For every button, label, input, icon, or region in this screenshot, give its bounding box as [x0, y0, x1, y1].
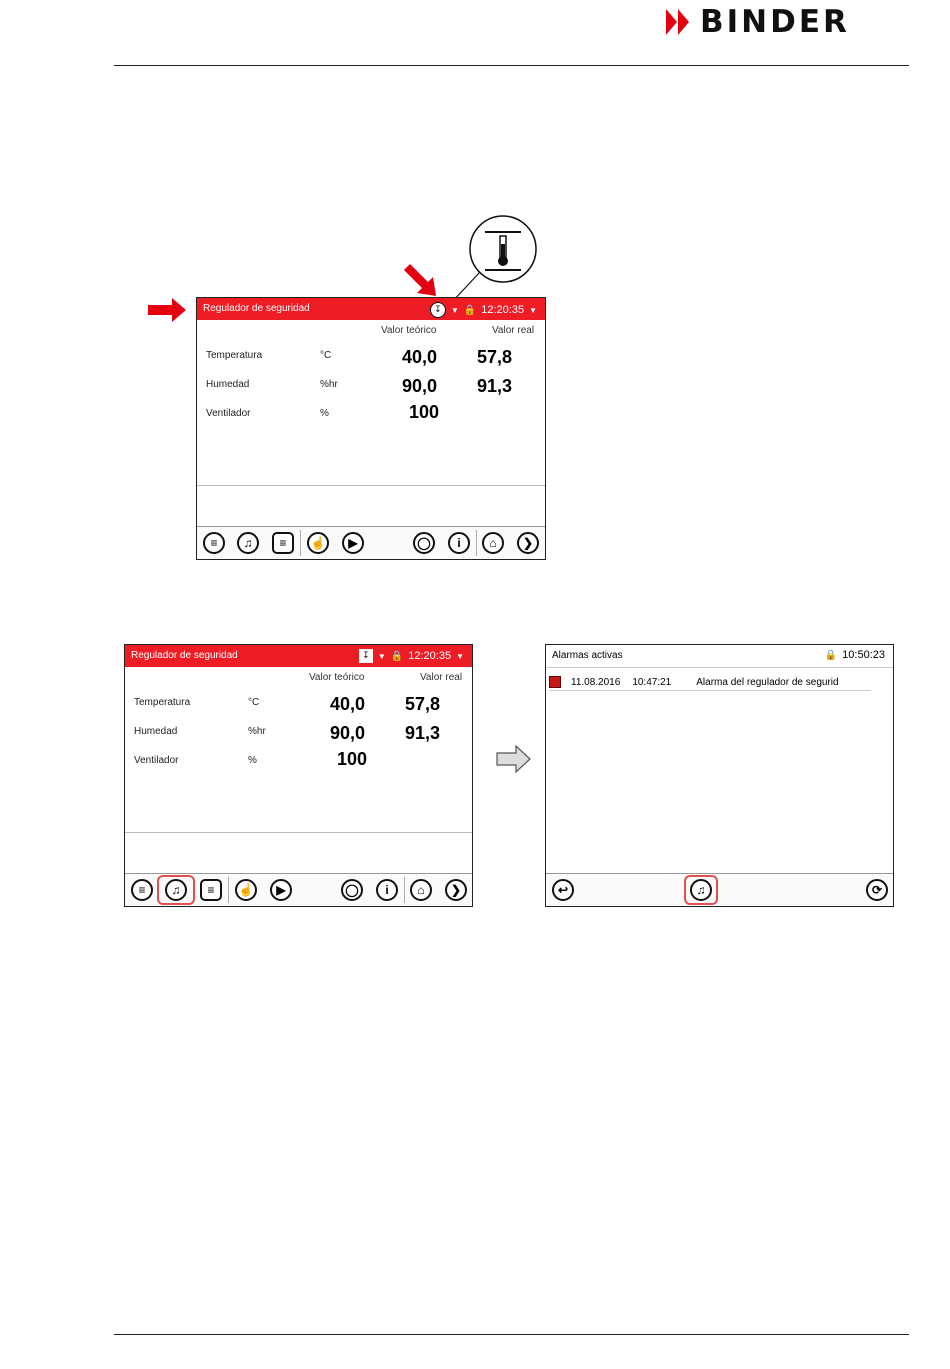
menu-icon[interactable]: ≡ — [131, 879, 153, 901]
thermometer-icon[interactable]: ↧ — [359, 649, 373, 663]
toolbar-separator — [228, 877, 229, 903]
alarm-bell-icon[interactable]: ♫ — [237, 532, 259, 554]
lamp-icon[interactable]: ◯ — [413, 532, 435, 554]
row-setpoint[interactable]: 40,0 — [330, 694, 366, 714]
row-unit: %hr — [320, 379, 338, 390]
arrow-icon-pointer — [402, 262, 438, 298]
row-unit: % — [320, 408, 329, 419]
dropdown-icon[interactable]: ▼ — [450, 305, 459, 315]
screen-title: Regulador de seguridad — [203, 303, 310, 314]
log-icon[interactable]: ≡ — [272, 532, 294, 554]
screen-title: Regulador de seguridad — [131, 650, 238, 661]
row-unit: °C — [320, 350, 332, 361]
screen-time: 10:50:23 — [842, 649, 885, 661]
col-actual: Valor real — [420, 672, 463, 683]
play-icon[interactable]: ▶ — [270, 879, 292, 901]
row-label: Humedad — [206, 379, 250, 390]
dropdown-icon[interactable]: ▼ — [377, 651, 386, 661]
row-actual: 57,8 — [477, 347, 513, 367]
back-icon[interactable]: ↩ — [552, 879, 574, 901]
toolbar-separator — [476, 530, 477, 556]
dropdown-icon[interactable]: ▼ — [529, 305, 537, 315]
manual-mode-icon[interactable]: ☝ — [307, 532, 329, 554]
dropdown-icon[interactable]: ▼ — [456, 651, 464, 661]
toolbar — [197, 526, 545, 559]
transition-arrow-icon — [496, 744, 532, 774]
row-label: Ventilador — [206, 408, 251, 419]
menu-icon[interactable]: ≡ — [203, 532, 225, 554]
toolbar-separator — [404, 877, 405, 903]
screen-header — [197, 298, 545, 320]
manual-mode-icon[interactable]: ☝ — [235, 879, 257, 901]
row-unit: %hr — [248, 726, 266, 737]
screen-time: 12:20:35 — [481, 304, 525, 316]
divider — [125, 832, 472, 833]
next-icon[interactable]: ❯ — [445, 879, 467, 901]
toolbar — [546, 873, 893, 906]
alarm-bell-icon[interactable]: ♫ — [690, 879, 712, 901]
row-setpoint[interactable]: 90,0 — [330, 723, 366, 743]
log-icon[interactable]: ≡ — [200, 879, 222, 901]
binder-logo-mark — [664, 7, 694, 37]
arrow-title-pointer — [148, 298, 188, 322]
col-actual: Valor real — [492, 325, 535, 336]
footer-rule — [114, 1334, 909, 1335]
thermometer-icon[interactable]: ↧ — [430, 302, 446, 318]
col-setpoint: Valor teórico — [381, 325, 437, 336]
row-setpoint[interactable]: 100 — [337, 749, 368, 769]
row-label: Temperatura — [134, 697, 191, 708]
lock-icon: 🔒 — [824, 649, 838, 661]
row-label: Ventilador — [134, 755, 179, 766]
binder-logo — [664, 6, 850, 38]
row-setpoint[interactable]: 40,0 — [402, 347, 438, 367]
screen-time: 12:20:35 — [408, 650, 452, 662]
row-setpoint[interactable]: 90,0 — [402, 376, 438, 396]
row-unit: % — [248, 755, 257, 766]
lock-icon: 🔒 — [463, 304, 477, 316]
row-label: Temperatura — [206, 350, 263, 361]
row-setpoint[interactable]: 100 — [409, 402, 440, 422]
alarm-message: Alarma del regulador de segurid — [696, 676, 839, 688]
toolbar-separator — [300, 530, 301, 556]
header-rule — [114, 65, 909, 66]
screen-title: Alarmas activas — [552, 650, 623, 661]
screen-header — [125, 645, 472, 667]
controller-screen-main — [196, 297, 546, 560]
col-setpoint: Valor teórico — [309, 672, 365, 683]
row-actual: 91,3 — [477, 376, 513, 396]
row-actual: 57,8 — [405, 694, 441, 714]
info-icon[interactable]: i — [448, 532, 470, 554]
screen-header — [546, 645, 893, 668]
alarm-status-icon — [549, 676, 561, 688]
home-icon[interactable]: ⌂ — [410, 879, 432, 901]
row-label: Humedad — [134, 726, 178, 737]
alarm-date: 11.08.2016 — [571, 676, 621, 688]
row-unit: °C — [248, 697, 260, 708]
controller-screen-main-2 — [124, 644, 473, 907]
alarms-screen — [545, 644, 894, 907]
divider — [197, 485, 545, 486]
alarm-bell-icon[interactable]: ♫ — [165, 879, 187, 901]
lamp-icon[interactable]: ◯ — [341, 879, 363, 901]
home-icon[interactable]: ⌂ — [482, 532, 504, 554]
row-actual: 91,3 — [405, 723, 441, 743]
play-icon[interactable]: ▶ — [342, 532, 364, 554]
next-icon[interactable]: ❯ — [517, 532, 539, 554]
reset-icon[interactable]: ⟳ — [866, 879, 888, 901]
info-icon[interactable]: i — [376, 879, 398, 901]
lock-icon: 🔒 — [390, 650, 404, 662]
alarm-time: 10:47:21 — [632, 676, 672, 688]
toolbar — [125, 873, 472, 906]
alarm-entry[interactable] — [549, 674, 871, 691]
binder-logo-text: BINDER — [700, 4, 850, 40]
